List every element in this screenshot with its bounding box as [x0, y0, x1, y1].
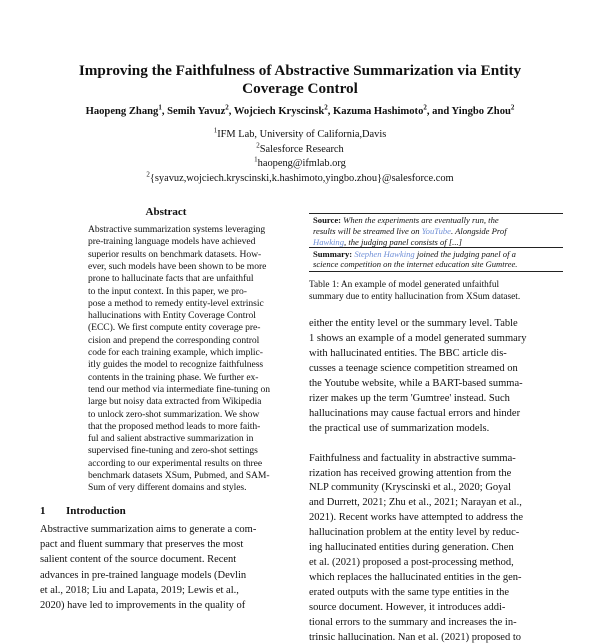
abstract-line: superior results on benchmark datasets. How-: [88, 248, 262, 260]
example-source-line: results will be streamed live on YouTube. Alongside Prof: [313, 226, 507, 236]
abstract-line: to the input context. In this paper, we pro-: [88, 285, 247, 297]
body-line: Abstractive summarization aims to generate a com-: [40, 524, 257, 535]
abstract-line: large but noisy data extracted from Wikipedia: [88, 396, 262, 408]
body-line: salient content of the source document. Recent: [40, 554, 237, 566]
title-line: Improving the Faithfulness of Abstractive Summarization via Entity: [78, 62, 522, 79]
abstract-line: tend our method via intermediate fine-tuning on: [88, 383, 271, 395]
paper-title: [40, 62, 560, 98]
abstract-line: benchmark datasets XSum, Pubmed, and SAM-: [88, 470, 270, 481]
abstract-line: prone to hallucinate facts that are unfaithful: [88, 273, 254, 285]
affiliation-line: $^2$Salesforce Research: [256, 141, 344, 155]
author-name: Wojciech Kryscinsk: [233, 106, 325, 117]
affiliations: [60, 128, 540, 186]
abstract-line: pose a method to remedy entity-level extrinsic: [88, 297, 264, 309]
section-number: 1: [40, 505, 46, 517]
hawking-link[interactable]: Hawking: [313, 237, 345, 247]
body-line: et al. (2021) proposed a post-processing method,: [309, 557, 514, 569]
body-line: NLP community (Kryscinski et al., 2020; Goyal: [309, 482, 512, 494]
example-summary-line: science competition on the internet education site Gumtree.: [313, 259, 518, 269]
table-caption: summary due to entity hallucination from XSum dataset.: [309, 292, 521, 302]
abstract-line: code for each training example, which implic-: [88, 347, 263, 358]
introduction-heading: [40, 505, 126, 517]
table-divider: [309, 247, 563, 248]
abstract-line: hallucinations with Entity Coverage Control: [88, 310, 256, 322]
body-line: the Youtube website, while a BART-based summa-: [309, 377, 523, 389]
body-line: with hallucinated entities. The BBC article dis-: [309, 347, 507, 359]
abstract-line: ever, such models have been shown to be more: [88, 260, 267, 272]
body-line: rization has received growing attention from the: [309, 467, 512, 479]
body-line: Faithfulness and factuality in abstractive summa-: [309, 452, 516, 464]
author-name: Semih Yavuz: [167, 106, 226, 117]
body-line: tional errors to the summary and increases the in-: [309, 617, 517, 628]
abstract-heading: Abstract: [145, 206, 187, 218]
body-line: cusses a teenage science competition streamed on: [309, 362, 518, 374]
abstract-line: that the proposed method leads to more faith-: [88, 420, 261, 432]
author-list: Haopeng Zhang$^1$, Semih Yavuz$^2$, Wojciech Kryscinsk$^2$, Kazuma Hashimoto$^2$, and Yingbo Zhou$^2$: [85, 103, 515, 117]
abstract-line: pre-training language models have achieved: [88, 236, 256, 248]
body-line: rizer makes up the term 'Gumtree' instead. Such: [309, 392, 510, 404]
abstract-line: Abstractive summarization systems leveraging: [88, 224, 266, 235]
abstract-line: (ECC). We first compute entity coverage pre-: [88, 322, 261, 334]
source-label: Source:: [313, 215, 342, 225]
body-line: trinsic hallucination. Nan et al. (2021) proposed to: [309, 631, 521, 643]
body-line: source document. However, it introduces addi-: [309, 602, 506, 614]
body-line: either the entity level or the summary level. Table: [309, 318, 518, 329]
table-caption: Table 1: An example of model generated unfaithful: [309, 280, 500, 290]
body-line: 2021). Recent works have attempted to address the: [309, 512, 524, 524]
body-line: hallucinations may cause factual errors and hinder: [309, 407, 521, 419]
youtube-link[interactable]: YouTube: [421, 226, 451, 236]
stephen-hawking-link[interactable]: Stephen Hawking: [354, 249, 415, 259]
body-line: which replaces the hallucinated entities in the gen-: [309, 572, 522, 584]
body-line: 1 shows an example of a model generated summary: [309, 332, 527, 344]
email-line: $^2${syavuz,wojciech.kryscinski,k.hashimoto,yingbo.zhou}@salesforce.com: [146, 170, 454, 184]
summary-label: Summary:: [313, 249, 353, 259]
body-line: pact and fluent summary that preserves the most: [40, 539, 244, 551]
body-line: advances in pre-trained language models (Devlin: [40, 569, 247, 581]
author-name: Haopeng Zhang: [85, 106, 159, 117]
section-title: Introduction: [66, 505, 126, 517]
abstract-line: cision and prepend the corresponding control: [88, 334, 260, 346]
body-line: ing hallucinated entities during generation. Chen: [309, 542, 514, 554]
abstract-line: according to our experimental results on three: [88, 457, 263, 469]
affiliation-line: $^1$IFM Lab, University of California,Davis: [213, 126, 387, 140]
example-source-line: Source: When the experiments are eventually run, the: [313, 215, 499, 225]
example-summary-line: Summary: Stephen Hawking joined the judging panel of a: [313, 249, 516, 259]
author-name: Kazuma Hashimoto: [333, 106, 424, 117]
abstract-line: itly guides the model to recognize faithfulness: [88, 359, 264, 371]
body-line: the practical use of summarization models.: [309, 422, 490, 434]
body-line: et al., 2018; Liu and Lapata, 2019; Lewis et al.,: [40, 584, 239, 596]
body-line: and Durrett, 2021; Zhu et al., 2021; Narayan et al.,: [309, 497, 522, 509]
body-line: hallucination problem at the entity level by reduc-: [309, 527, 520, 539]
abstract-line: to unlock zero-shot summarization. We show: [88, 408, 260, 420]
abstract-line: supervised fine-tuning and zero-shot settings: [88, 445, 258, 457]
body-line: erated outputs with the same type entities in the: [309, 587, 510, 599]
example-source-line: Hawking, the judging panel consists of [...]: [313, 237, 462, 247]
title-line: Coverage Control: [242, 80, 358, 97]
email-line: $^1$haopeng@ifmlab.org: [254, 155, 346, 170]
abstract-line: contents in the training phase. We further ex-: [88, 371, 259, 383]
body-line: 2020) have led to improvements in the quality of: [40, 600, 246, 611]
abstract-line: ful and salient abstractive summarization in: [88, 433, 254, 445]
author-name: Yingbo Zhou: [451, 106, 511, 117]
abstract-line: Sum of very different domains and styles.: [88, 482, 247, 494]
